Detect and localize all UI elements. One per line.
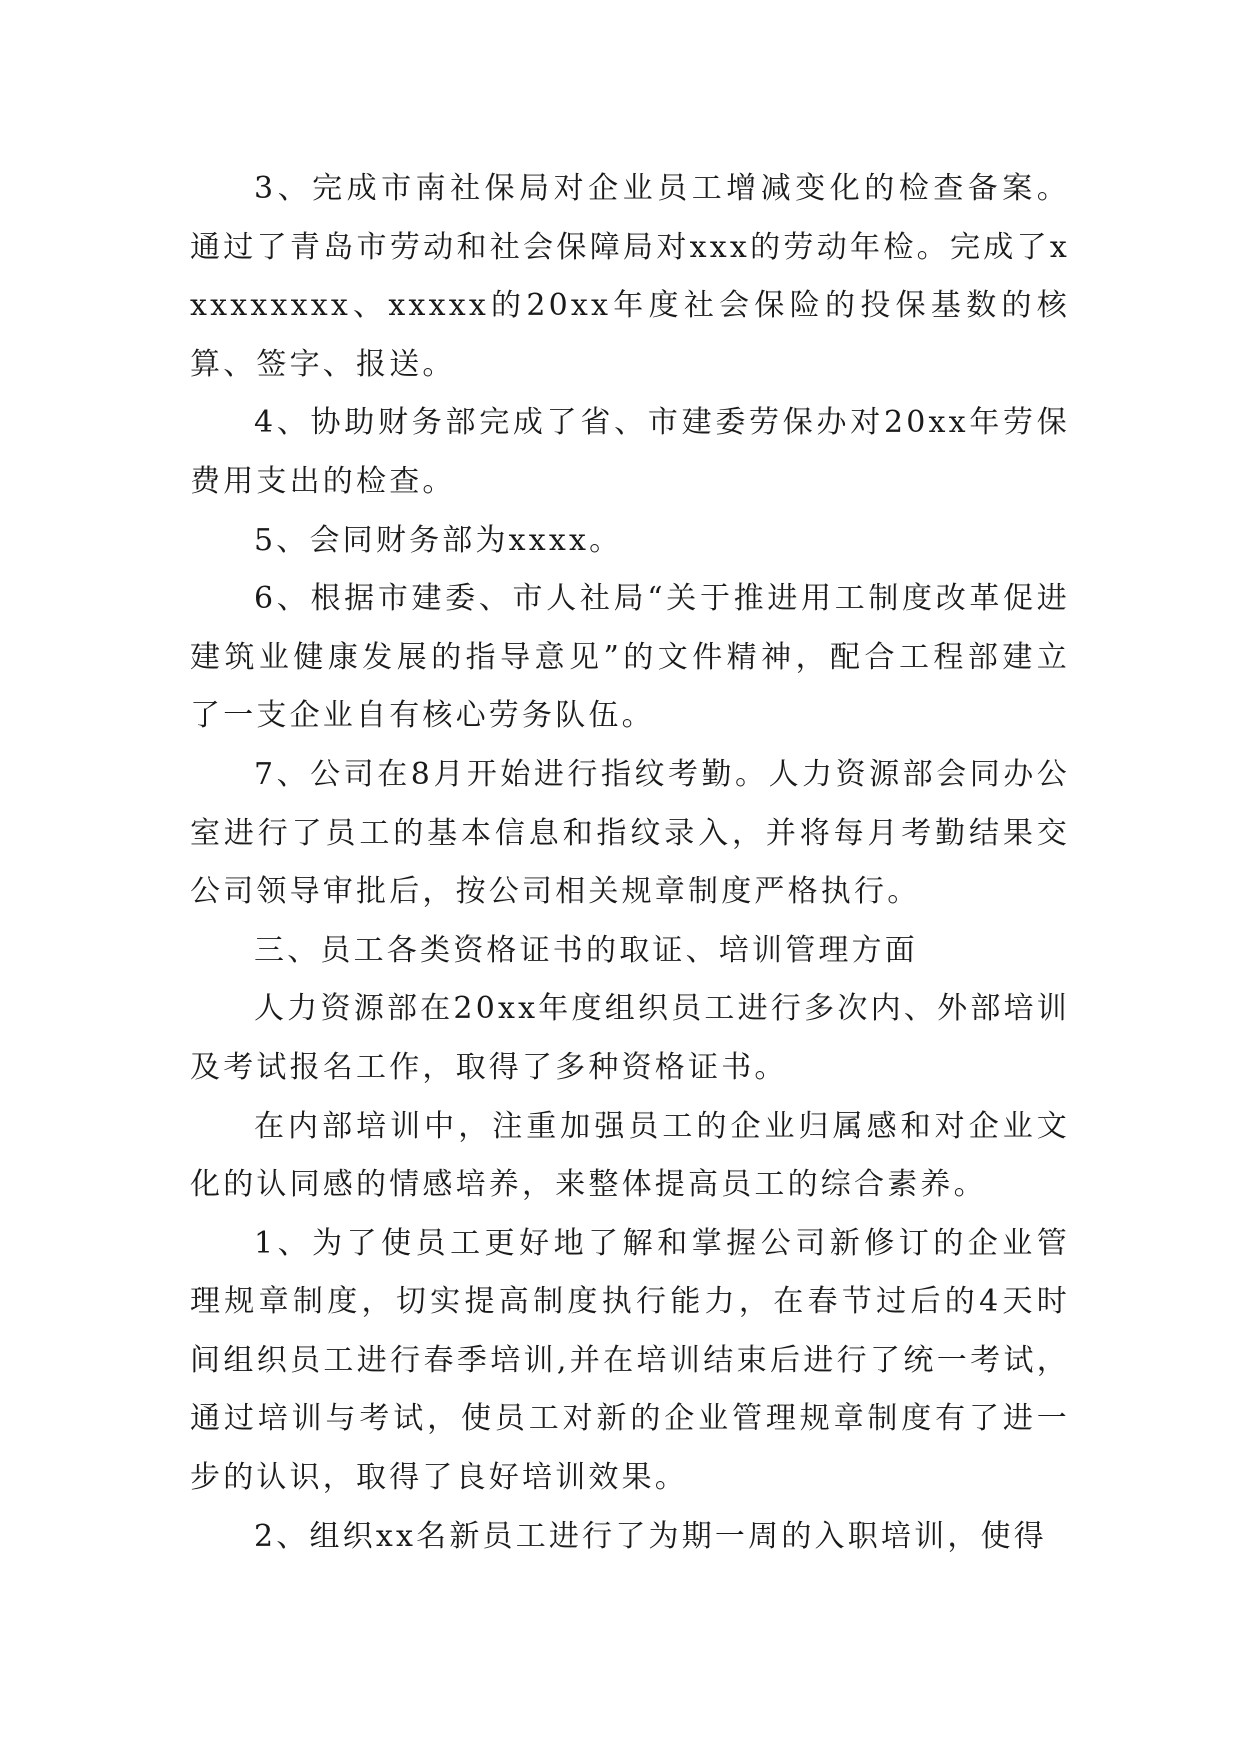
paragraph-finance-cooperation: 5、会同财务部为xxxx。 [254,522,623,558]
paragraph-social-security-filing: 3、完成市南社保局对企业员工增减变化的检查备案。通过了青岛市劳动和社会保障局对xxx的劳动年检。完成了xxxxxxxxx、xxxxx的20xx年度社会保险的投保基数的核算、签字、报送。 [190,171,1070,382]
paragraph-spring-training: 1、为了使员工更好地了解和掌握公司新修订的企业管理规章制度，切实提高制度执行能力，在春节过后的4天时间组织员工进行春季培训,并在培训结束后进行了统一考试，通过培训与考试，使员工对新的企业管理规章制度有了进一步的认识，取得了良好培训效果。 [190,1225,1070,1496]
document-body [190,160,1070,1566]
paragraph-internal-training: 在内部培训中，注重加强员工的企业归属感和对企业文化的认同感的情感培养，来整体提高员工的综合素养。 [190,1108,1070,1203]
paragraph-labor-fee-inspection: 4、协助财务部完成了省、市建委劳保办对20xx年劳保费用支出的检查。 [190,405,1070,499]
paragraph-fingerprint-attendance: 7、公司在8月开始进行指纹考勤。人力资源部会同办公室进行了员工的基本信息和指纹录入，并将每月考勤结果交公司领导审批后，按公司相关规章制度严格执行。 [190,756,1070,910]
paragraph-training-overview: 人力资源部在20xx年度组织员工进行多次内、外部培训及考试报名工作，取得了多种资格证书。 [190,991,1070,1085]
paragraph-labor-team: 6、根据市建委、市人社局“关于推进用工制度改革促进建筑业健康发展的指导意见”的文件精神，配合工程部建立了一支企业自有核心劳务队伍。 [190,581,1070,734]
section-heading-certificates-training: 三、员工各类资格证书的取证、培训管理方面 [254,932,918,968]
paragraph-onboarding-training: 2、组织xx名新员工进行了为期一周的入职培训，使得 [254,1518,1047,1554]
